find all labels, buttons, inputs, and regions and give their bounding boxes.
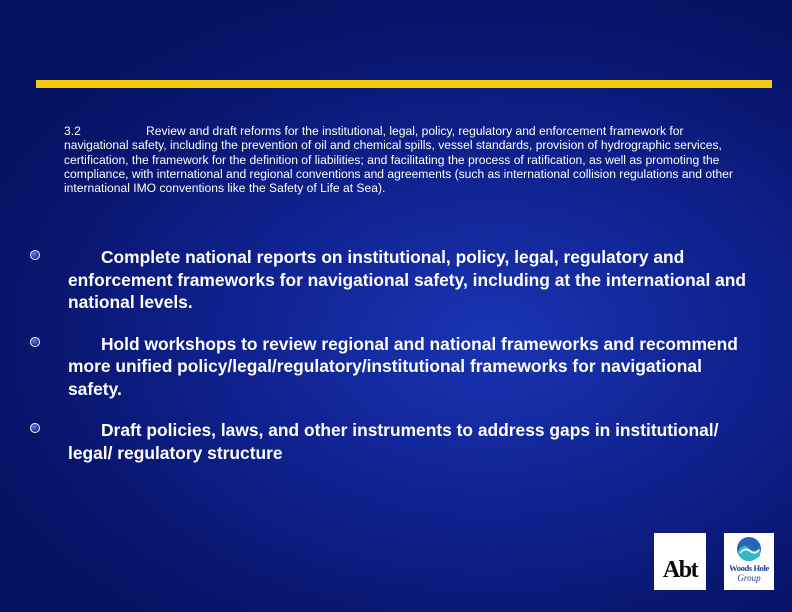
bullet-icon — [30, 337, 40, 347]
bullet-list — [30, 246, 750, 483]
bullet-text: Draft policies, laws, and other instruments to address gaps in institutional/ legal/ regulatory structure — [68, 420, 719, 463]
section-number: 3.2 — [64, 124, 81, 138]
wave-icon — [736, 536, 762, 562]
bullet-icon — [30, 423, 40, 433]
bullet-item — [30, 419, 750, 464]
bullet-item — [30, 333, 750, 401]
bullet-text: Hold workshops to review regional and national frameworks and recommend more unified policy/legal/regulatory/institutional frameworks for navigational safety. — [68, 333, 738, 399]
bullet-icon — [30, 250, 40, 260]
woods-hole-name: Woods Hole — [729, 563, 769, 573]
woods-hole-sub: Group — [737, 573, 761, 583]
abt-logo-text: Abt — [662, 557, 698, 583]
logo-group — [654, 533, 774, 591]
accent-rule — [36, 80, 772, 88]
intro-paragraph — [64, 124, 736, 195]
section-text: Review and draft reforms for the institutional, legal, policy, regulatory and enforcement framework for navigational safety, including the prevention of oil and chemical spills, vessel standards, provision of hydrographic services, certification, the framework for the definition of liabilities; and facilitating the process of ratification, as well as promoting the compliance, with international and regional conventions and agreements (such as international collision regulations and other international IMO conventions like the Safety of Life at Sea). — [64, 124, 733, 196]
woods-hole-logo — [724, 533, 774, 590]
bullet-text: Complete national reports on institutional, policy, legal, regulatory and enforcement frameworks for navigational safety, including at the international and national levels. — [68, 247, 747, 312]
bullet-item — [30, 246, 750, 314]
abt-logo — [654, 533, 706, 590]
